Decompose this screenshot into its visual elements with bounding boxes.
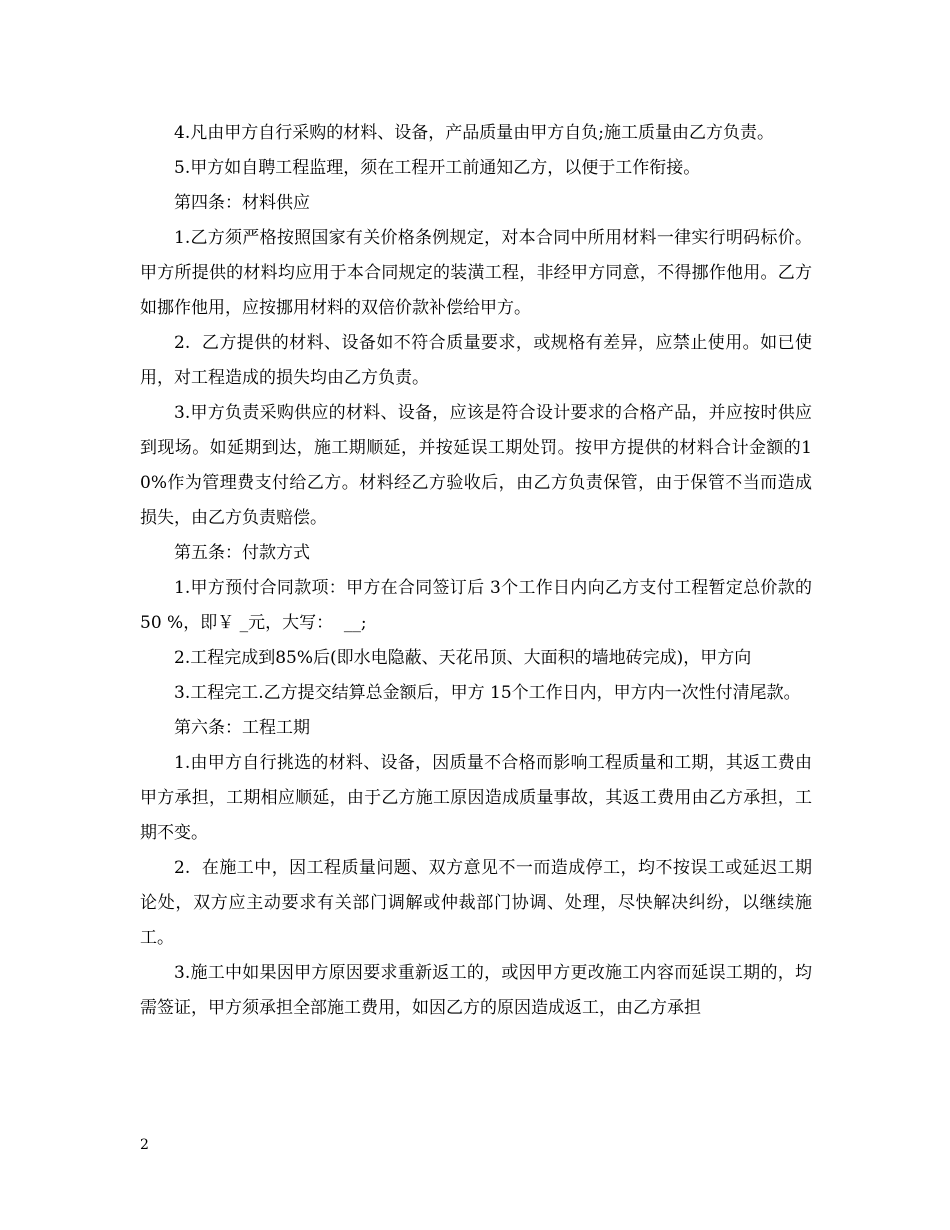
section-heading: 第六条：工程工期 [174, 718, 310, 738]
paragraph: 3.施工中如果因甲方原因要求重新返工的，或因甲方更改施工内容而延误工期的，均需签证，甲方须承担全部施工费用，如因乙方的原因造成返工，由乙方承担 [140, 963, 812, 1018]
paragraph: 3.工程完工.乙方提交结算总金额后，甲方 15个工作日内，甲方内一次性付清尾款。 [174, 683, 801, 703]
paragraph: 2. 乙方提供的材料、设备如不符合质量要求，或规格有差异，应禁止使用。如已使用，对工程造成的损失均由乙方负责。 [140, 333, 812, 388]
paragraph: 4.凡由甲方自行采购的材料、设备，产品质量由甲方自负;施工质量由乙方负责。 [174, 123, 774, 143]
paragraph: 5.甲方如自聘工程监理，须在工程开工前通知乙方，以便于工作衔接。 [174, 158, 701, 178]
page-number: 2 [140, 1137, 149, 1153]
paragraph: 1.甲方预付合同款项：甲方在合同签订后 3个工作日内向乙方支付工程暂定总价款的50 %，即￥ _元，大写： __; [140, 578, 812, 633]
paragraph: 2.工程完成到85%后(即水电隐蔽、天花吊顶、大面积的墙地砖完成)，甲方向 [174, 648, 752, 668]
paragraph: 3.甲方负责采购供应的材料、设备，应该是符合设计要求的合格产品，并应按时供应到现场。如延期到达，施工期顺延，并按延误工期处罚。按甲方提供的材料合计金额的10%作为管理费支付给乙方。材料经乙方验收后，由乙方负责保管，由于保管不当而造成损失，由乙方负责赔偿。 [140, 403, 812, 528]
paragraph: 2. 在施工中，因工程质量问题、双方意见不一而造成停工，均不按误工或延迟工期论处，双方应主动要求有关部门调解或仲裁部门协调、处理，尽快解决纠纷，以继续施工。 [140, 858, 812, 948]
section-heading: 第四条：材料供应 [174, 193, 310, 213]
section-heading: 第五条：付款方式 [174, 543, 310, 563]
document-body [140, 116, 812, 1026]
paragraph: 1.由甲方自行挑选的材料、设备，因质量不合格而影响工程质量和工期，其返工费由甲方承担，工期相应顺延，由于乙方施工原因造成质量事故，其返工费用由乙方承担，工期不变。 [140, 753, 812, 843]
paragraph: 1.乙方须严格按照国家有关价格条例规定，对本合同中所用材料一律实行明码标价。甲方所提供的材料均应用于本合同规定的装潢工程，非经甲方同意，不得挪作他用。乙方如挪作他用，应按挪用材料的双倍价款补偿给甲方。 [140, 228, 812, 318]
